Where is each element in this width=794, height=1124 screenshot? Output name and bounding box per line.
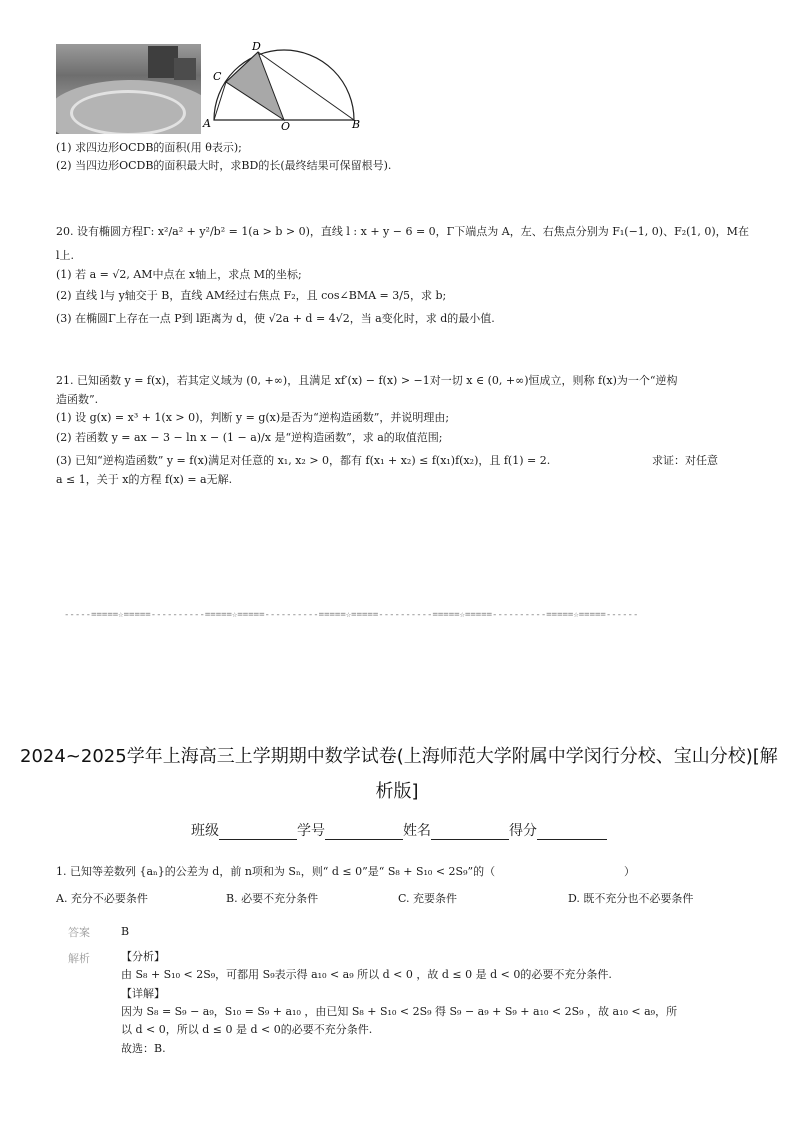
q1-option-b: B. 必要不充分条件 bbox=[226, 892, 319, 905]
q21-stem-line2: 造函数”. bbox=[56, 393, 99, 406]
q21-sub2: (2) 若函数 y = ax − 3 − ln x − (1 − a)/x 是“逆构造函数”，求 a的取值范围; bbox=[56, 431, 443, 444]
q21-sub3-part3: a ≤ 1，关于 x的方程 f(x) = a无解. bbox=[56, 473, 233, 486]
document-title-line2: 析版] bbox=[375, 781, 419, 802]
q1-option-a: A. 充分不必要条件 bbox=[56, 892, 148, 905]
analysis-line: 由 S₈ + S₁₀ < 2S₉，可都用 S₉表示得 a₁₀ < a₉ 所以 d < 0 ，故 d ≤ 0 是 d < 0的必要不充分条件. bbox=[121, 968, 612, 981]
q20-sub1: (1) 若 a = √2, AM中点在 x轴上，求点 M的坐标; bbox=[56, 268, 302, 281]
q20-sub2: (2) 直线 l与 y轴交于 B，直线 AM经过右焦点 F₂，且 cos∠BMA = 3/5，求 b; bbox=[56, 289, 447, 302]
class-label: 班级 bbox=[191, 823, 219, 839]
q1-option-c: C. 充要条件 bbox=[398, 892, 458, 905]
score-blank[interactable] bbox=[537, 825, 607, 840]
q21-sub3-part1: (3) 已知“逆构造函数” y = f(x)满足对任意的 x₁, x₂ > 0，都有 f(x₁ + x₂) ≤ f(x₁)f(x₂)，且 f(1) = 2. bbox=[56, 454, 551, 467]
analysis-line: 【详解】 bbox=[121, 987, 165, 1000]
q20-sub3: (3) 在椭圆Γ上存在一点 P到 l距离为 d，使 √2a + d = 4√2，当 a变化时，求 d的最小值. bbox=[56, 312, 495, 325]
class-blank[interactable] bbox=[219, 825, 297, 840]
label-b: B bbox=[352, 118, 361, 131]
analysis-line: 因为 S₈ = S₉ − a₉，S₁₀ = S₉ + a₁₀ ，由已知 S₈ + S₁₀ < 2S₉ 得 S₉ − a₉ + S₉ + a₁₀ < 2S₉ ，故 a₁₀ < a₉，所 bbox=[121, 1005, 678, 1018]
q19-sub1: (1) 求四边形OCDB的面积(用 θ表示); bbox=[56, 141, 242, 154]
analysis-line: 以 d < 0，所以 d ≤ 0 是 d < 0的必要不充分条件. bbox=[121, 1023, 373, 1036]
q21-sub3-part2: 求证：对任意 bbox=[652, 454, 718, 467]
stadium-photo bbox=[56, 44, 201, 134]
answer-label: 答案 bbox=[68, 926, 90, 939]
label-c: C bbox=[213, 70, 222, 83]
name-blank[interactable] bbox=[431, 825, 509, 840]
q1-stem: 1. 已知等差数列 {aₙ}的公差为 d，前 n项和为 Sₙ，则“ d ≤ 0”是“ S₈ + S₁₀ < 2S₉”的（ bbox=[56, 865, 496, 878]
q20-stem-line2: l上. bbox=[56, 249, 75, 262]
score-label: 得分 bbox=[509, 823, 537, 839]
q1-option-d: D. 既不充分也不必要条件 bbox=[568, 892, 694, 905]
answer-value: B bbox=[121, 925, 130, 938]
document-title-line1: 2024~2025学年上海高三上学期期中数学试卷(上海师范大学附属中学闵行分校、宝山分校)[解 bbox=[20, 746, 778, 767]
analysis-label: 解析 bbox=[68, 952, 90, 965]
label-d: D bbox=[252, 40, 261, 53]
semicircle-figure bbox=[200, 40, 370, 132]
analysis-line: 故选：B. bbox=[121, 1042, 166, 1055]
q1-paren-close: ） bbox=[624, 865, 635, 878]
section-separator: -----=====☆=====----------=====☆=====----------=====☆=====----------=====☆=====----------=====☆=====------ bbox=[64, 610, 639, 620]
label-a: A bbox=[203, 117, 211, 130]
student-id-label: 学号 bbox=[297, 823, 325, 839]
student-info-line bbox=[191, 820, 607, 840]
q21-stem-line1: 21. 已知函数 y = f(x)，若其定义域为 (0, +∞)，且满足 xf′(x) − f(x) > −1对一切 x ∈ (0, +∞)恒成立，则称 f(x)为一个“逆构 bbox=[56, 374, 678, 387]
q21-sub1: (1) 设 g(x) = x³ + 1(x > 0)，判断 y = g(x)是否为“逆构造函数”，并说明理由; bbox=[56, 411, 450, 424]
q20-stem-line1: 20. 设有椭圆方程Γ: x²/a² + y²/b² = 1(a > b > 0)，直线 l : x + y − 6 = 0，Γ下端点为 A，左、右焦点分别为 F₁(−1, 0)、F₂(1, 0)，M在 bbox=[56, 225, 749, 238]
name-label: 姓名 bbox=[403, 823, 431, 839]
q19-sub2: (2) 当四边形OCDB的面积最大时，求BD的长(最终结果可保留根号). bbox=[56, 159, 392, 172]
student-id-blank[interactable] bbox=[325, 825, 403, 840]
analysis-line: 【分析】 bbox=[121, 950, 165, 963]
label-o: O bbox=[281, 120, 291, 132]
